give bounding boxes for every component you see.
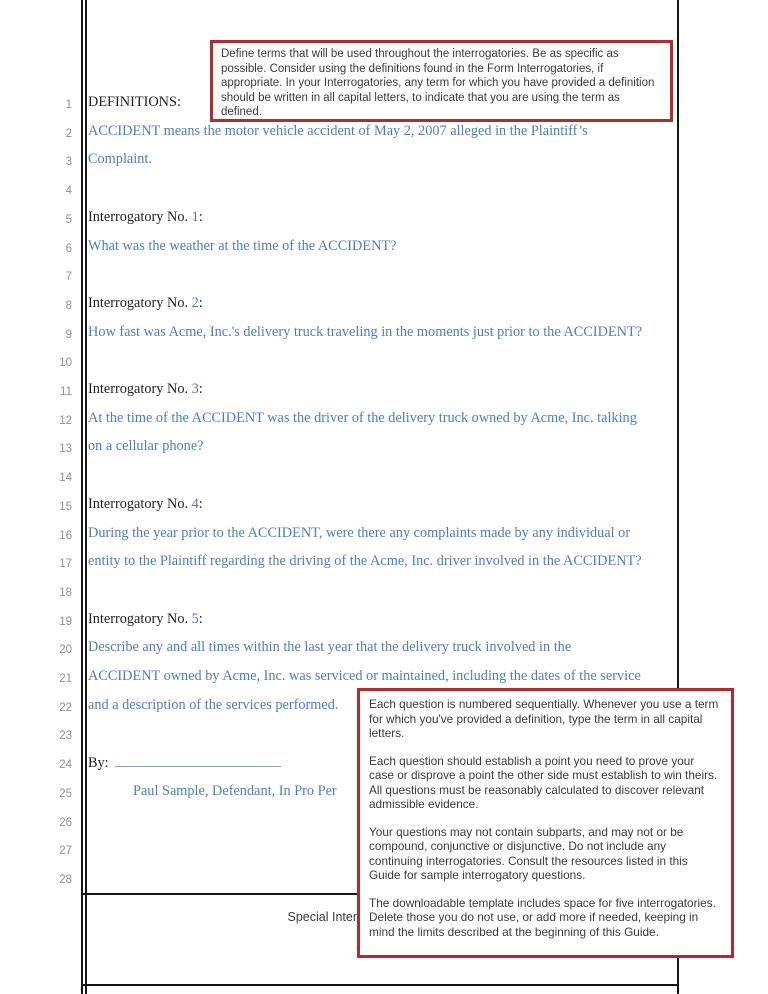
text-segment: entity to the Plaintiff regarding the driving of the Acme, Inc. driver involved in the ACCIDENT? (88, 553, 642, 570)
left-margin-rule-outer (81, 0, 83, 994)
pleading-line-number: 16 (59, 529, 72, 542)
interrogatory-heading (88, 611, 680, 632)
text-segment: At the time of the ACCIDENT was the driver of the delivery truck owned by Acme, Inc. talking (88, 409, 637, 426)
text-segment: : (198, 610, 203, 627)
text-segment: ACCIDENT owned by Acme, Inc. was serviced or maintained, including the dates of the service (88, 668, 641, 684)
pleading-line-number: 10 (59, 357, 72, 370)
questions-annotation-paragraph: Your questions may not contain subparts, and may not or be compound, conjunctive or disjunctive. Do not include any continuing interrogatories. Consult the resources listed in this Guide for sample interrogatory questions. (369, 824, 688, 882)
pleading-line-number: 6 (65, 242, 72, 255)
text-segment: What was the weather at the time of the ACCIDENT? (88, 237, 397, 254)
text-segment: : (198, 208, 203, 225)
pleading-line-number: 25 (59, 787, 72, 800)
questions-annotation-paragraph: Each question should establish a point you need to prove your case or disprove a point the other side must establish to win theirs. All questions must be reasonably calculated to discover relevant admissible evidence. (369, 753, 718, 811)
text-segment: Interrogatory No. (88, 294, 192, 311)
text-segment: : (198, 381, 203, 397)
text-segment: Interrogatory No. (88, 381, 192, 397)
pleading-line-number: 14 (59, 472, 72, 485)
definition-text (88, 151, 680, 172)
pleading-line-number: 12 (59, 414, 72, 427)
pleading-line-number: 15 (59, 500, 72, 513)
signature-blank-line (115, 754, 281, 767)
pleading-line-number: 21 (59, 673, 72, 685)
interrogatory-heading (88, 496, 680, 517)
text-segment: 2 (191, 294, 199, 311)
interrogatory-question (88, 525, 680, 546)
text-segment: Interrogatory No. (88, 495, 192, 512)
questions-annotation-paragraph: Each question is numbered sequentially. Whenever you use a term for which you've provided a definition, type the term in all capital letters. (369, 697, 719, 740)
pleading-line-number: 18 (59, 586, 72, 599)
pleading-line-number: 13 (59, 443, 72, 456)
text-segment: Interrogatory No. (88, 208, 192, 225)
interrogatory-question (88, 324, 680, 345)
text-segment: DEFINITIONS: (88, 94, 181, 110)
text-segment: 1 (191, 208, 199, 225)
text-segment: and a description of the services performed. (88, 696, 339, 713)
interrogatory-question (88, 438, 680, 459)
interrogatory-heading (88, 295, 680, 316)
pleading-line-number: 23 (59, 730, 72, 743)
footer-document-title: Special Inter (287, 910, 357, 924)
pleading-line-number: 27 (59, 845, 72, 858)
pleading-line-number: 20 (59, 644, 72, 657)
pleading-line-number: 19 (59, 615, 72, 628)
pleading-line-number: 24 (59, 759, 72, 772)
pleading-line-number: 8 (65, 299, 72, 312)
text-segment: Complaint. (88, 151, 152, 168)
questions-annotation-box (357, 688, 734, 958)
pleading-line-number: 2 (65, 127, 72, 140)
interrogatory-question (88, 238, 680, 259)
pleading-line-number: 7 (65, 271, 72, 284)
text-segment: 3 (191, 381, 199, 397)
text-segment: How fast was Acme, Inc.'s delivery truck traveling in the moments just prior to the ACCIDENT? (88, 323, 643, 340)
pleading-line-number: 28 (59, 873, 72, 886)
pleading-line-number: 9 (65, 328, 72, 341)
text-segment: By: (88, 755, 113, 772)
pleading-line-number: 26 (59, 816, 72, 829)
text-segment: During the year prior to the ACCIDENT, were there any complaints made by any individual or (88, 524, 631, 541)
text-segment: on a cellular phone? (88, 438, 204, 455)
text-segment: ACCIDENT means the motor vehicle accident of May 2, 2007 alleged in the Plaintiff’s (88, 122, 588, 139)
text-segment: 4 (191, 495, 199, 512)
pleading-line-number: 4 (65, 185, 72, 198)
definition-text (88, 123, 680, 144)
left-margin-rule-inner (85, 0, 87, 994)
interrogatory-question (88, 639, 680, 660)
text-segment: 5 (191, 610, 199, 627)
interrogatory-heading (88, 209, 680, 230)
interrogatory-question (88, 668, 680, 689)
interrogatory-question (88, 410, 680, 431)
definitions-annotation-box (210, 40, 673, 122)
text-segment: Interrogatory No. (88, 610, 192, 627)
pleading-line-number: 3 (65, 156, 72, 169)
interrogatory-heading (88, 381, 680, 402)
pleading-line-number: 22 (59, 701, 72, 714)
interrogatory-question (88, 553, 680, 574)
pleading-line-number: 11 (60, 386, 72, 398)
text-segment: Describe any and all times within the last year that the delivery truck involved in the (88, 639, 572, 656)
page-bottom-rule (81, 984, 679, 986)
text-segment: Paul Sample, Defendant, In Pro Per (133, 782, 337, 799)
pleading-line-number: 1 (65, 99, 72, 111)
pleading-line-number: 5 (65, 213, 72, 226)
questions-annotation-paragraph: The downloadable template includes space for five interrogatories. Delete those you do not use, or add more if needed, keeping in mind the limits described at the beginning of this Guide. (369, 895, 716, 939)
text-segment: : (198, 495, 203, 512)
pleading-line-number: 17 (59, 558, 72, 571)
text-segment: : (198, 294, 203, 311)
definitions-annotation-text: Define terms that will be used throughout the interrogatories. Be as specific as possible. Consider using the definitions found in the Form Interrogatories, if appropriate. In your Interrogatories, any term for which you have provided a definition should be written in all capital letters, to indicate that you are using the term as defined. (221, 48, 655, 119)
